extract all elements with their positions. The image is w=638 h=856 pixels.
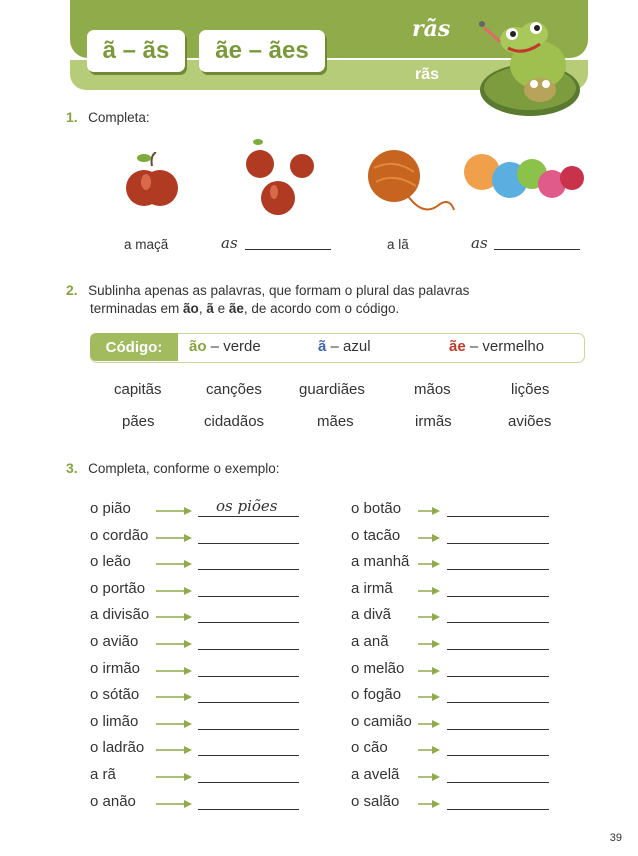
- word-item[interactable]: mães: [317, 413, 354, 430]
- code-green: [189, 338, 261, 355]
- arrow-icon: [418, 559, 440, 569]
- arrow-icon: [156, 533, 192, 543]
- word-item[interactable]: pães: [122, 413, 155, 430]
- word-item[interactable]: canções: [206, 381, 262, 398]
- left-word: o leão: [90, 553, 131, 570]
- code-key: ã: [318, 338, 327, 355]
- arrow-icon: [156, 639, 192, 649]
- answer-line[interactable]: [447, 702, 549, 703]
- left-word: o avião: [90, 633, 139, 650]
- left-word: o irmão: [90, 660, 141, 677]
- right-word: o botão: [351, 500, 402, 517]
- code-red: [449, 338, 544, 355]
- code-value: – verde: [206, 338, 261, 355]
- exercise-instruction-line1: Sublinha apenas as palavras, que formam o plural das palavras: [88, 283, 470, 298]
- code-value: – azul: [326, 338, 371, 355]
- text: terminadas em: [90, 301, 184, 316]
- exercise-3-heading: [66, 460, 279, 478]
- code-blue: [318, 338, 371, 355]
- left-word: o sótão: [90, 686, 140, 703]
- arrow-icon: [418, 586, 440, 596]
- exercise-number: 3.: [66, 460, 78, 476]
- left-word: o cordão: [90, 527, 149, 544]
- answer-line[interactable]: [447, 516, 549, 517]
- answer-line[interactable]: [198, 729, 299, 730]
- answer-line[interactable]: [198, 569, 299, 570]
- left-word: o portão: [90, 580, 146, 597]
- code-label: Código:: [90, 333, 178, 361]
- answer-line[interactable]: [447, 729, 549, 730]
- arrow-icon: [156, 666, 192, 676]
- right-word: o salão: [351, 793, 400, 810]
- frog-icon: [478, 10, 588, 118]
- header-script-word: rãs: [412, 16, 451, 42]
- suffix-a: ã: [206, 301, 214, 316]
- arrow-icon: [418, 745, 440, 755]
- word-item[interactable]: irmãs: [415, 413, 452, 430]
- arrow-icon: [156, 692, 192, 702]
- arrow-icon: [418, 799, 440, 809]
- page-number: 39: [609, 832, 622, 844]
- answer-line-2[interactable]: [494, 249, 580, 250]
- example-answer: os piões: [216, 497, 278, 515]
- apples-icon: [242, 134, 322, 220]
- arrow-icon: [156, 506, 192, 516]
- answer-line[interactable]: [198, 755, 299, 756]
- right-word: o fogão: [351, 686, 402, 703]
- arrow-icon: [418, 533, 440, 543]
- text: e: [213, 301, 229, 316]
- text: ,: [198, 301, 207, 316]
- arrow-icon: [156, 719, 192, 729]
- header-word: rãs: [415, 66, 440, 83]
- answer-line[interactable]: [447, 755, 549, 756]
- left-word: a rã: [90, 766, 116, 783]
- topic-tag-right: ãe – ães: [199, 30, 325, 72]
- wool-icon: [364, 148, 456, 216]
- apple-icon: [126, 152, 178, 214]
- caption-la: a lã: [387, 237, 409, 252]
- right-word: o cão: [351, 739, 388, 756]
- exercise-number: 1.: [66, 109, 78, 125]
- right-word: o melão: [351, 660, 405, 677]
- caption-as-2: as: [471, 234, 488, 252]
- word-item[interactable]: mãos: [414, 381, 451, 398]
- arrow-icon: [418, 666, 440, 676]
- answer-line[interactable]: [447, 809, 549, 810]
- left-word: o pião: [90, 500, 131, 517]
- wool-balls-icon: [460, 150, 586, 210]
- right-word: o camião: [351, 713, 412, 730]
- answer-line[interactable]: [198, 622, 299, 623]
- left-word: o ladrão: [90, 739, 145, 756]
- answer-line-1[interactable]: [245, 249, 331, 250]
- right-word: a manhã: [351, 553, 410, 570]
- answer-line[interactable]: [198, 782, 299, 783]
- word-item[interactable]: cidadãos: [204, 413, 265, 430]
- right-word: a anã: [351, 633, 389, 650]
- exercise-2-heading: [66, 282, 469, 300]
- answer-line[interactable]: [447, 649, 549, 650]
- arrow-icon: [418, 612, 440, 622]
- exercise-instruction-line2: [90, 301, 399, 316]
- caption-as-1: as: [221, 234, 238, 252]
- word-item[interactable]: guardiães: [299, 381, 365, 398]
- answer-line[interactable]: [198, 809, 299, 810]
- code-key: ãe: [449, 338, 466, 355]
- arrow-icon: [156, 559, 192, 569]
- suffix-ao: ão: [183, 301, 199, 316]
- answer-line[interactable]: [447, 569, 549, 570]
- right-word: o tacão: [351, 527, 401, 544]
- arrow-icon: [156, 772, 192, 782]
- right-word: a divã: [351, 606, 392, 623]
- exercise-1-heading: [66, 109, 150, 127]
- code-value: – vermelho: [465, 338, 545, 355]
- arrow-icon: [418, 719, 440, 729]
- word-item[interactable]: lições: [511, 381, 550, 398]
- answer-line[interactable]: [198, 543, 299, 544]
- text: , de acordo com o código.: [243, 301, 400, 316]
- answer-line[interactable]: [198, 676, 299, 677]
- left-word: o anão: [90, 793, 136, 810]
- arrow-icon: [418, 772, 440, 782]
- arrow-icon: [418, 639, 440, 649]
- code-key: ão: [189, 338, 207, 355]
- exercise-instruction: Completa, conforme o exemplo:: [88, 461, 280, 476]
- answer-line[interactable]: [447, 596, 549, 597]
- arrow-icon: [418, 692, 440, 702]
- answer-line[interactable]: [447, 676, 549, 677]
- answer-line[interactable]: [198, 516, 299, 517]
- arrow-icon: [156, 745, 192, 755]
- arrow-icon: [418, 506, 440, 516]
- arrow-icon: [156, 586, 192, 596]
- exercise-instruction: Completa:: [88, 110, 150, 125]
- exercise-number: 2.: [66, 282, 78, 298]
- left-word: o limão: [90, 713, 139, 730]
- answer-line[interactable]: [447, 622, 549, 623]
- suffix-ae: ãe: [228, 301, 244, 316]
- word-item[interactable]: capitãs: [114, 381, 162, 398]
- right-word: a irmã: [351, 580, 393, 597]
- answer-line[interactable]: [198, 702, 299, 703]
- right-word: a avelã: [351, 766, 400, 783]
- caption-maca: a maçã: [124, 237, 169, 252]
- word-item[interactable]: aviões: [508, 413, 552, 430]
- topic-tag-left: ã – ãs: [87, 30, 185, 72]
- left-word: a divisão: [90, 606, 150, 623]
- answer-line[interactable]: [447, 782, 549, 783]
- arrow-icon: [156, 799, 192, 809]
- answer-line[interactable]: [198, 596, 299, 597]
- answer-line[interactable]: [198, 649, 299, 650]
- arrow-icon: [156, 612, 192, 622]
- answer-line[interactable]: [447, 543, 549, 544]
